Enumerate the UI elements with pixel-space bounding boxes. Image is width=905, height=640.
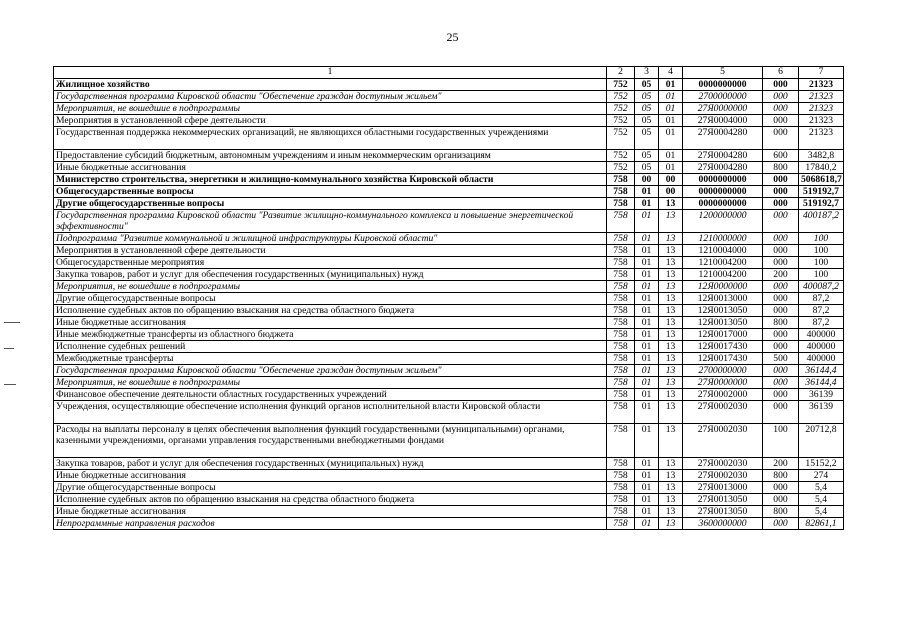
expense-type-cell: 000 [763, 174, 799, 186]
target-article-cell: 27Я0004280 [683, 127, 763, 150]
table-row [54, 293, 844, 305]
target-article-cell: 3600000000 [683, 518, 763, 530]
section-cell: 01 [635, 233, 659, 245]
table-row [54, 186, 844, 198]
expense-type-cell: 000 [763, 482, 799, 494]
amount-cell: 400000 [799, 353, 844, 365]
admin-code-cell: 758 [607, 186, 635, 198]
table-row [54, 127, 844, 150]
section-cell: 01 [635, 293, 659, 305]
header-cell: 6 [763, 67, 799, 79]
row-name-cell: Мероприятия в установленной сфере деятельности [54, 115, 607, 127]
section-cell: 05 [635, 162, 659, 174]
section-cell: 01 [635, 341, 659, 353]
subsection-cell: 01 [659, 103, 683, 115]
expense-type-cell: 000 [763, 365, 799, 377]
subsection-cell: 13 [659, 458, 683, 470]
section-cell: 01 [635, 305, 659, 317]
expense-type-cell: 000 [763, 198, 799, 210]
expense-type-cell: 000 [763, 377, 799, 389]
admin-code-cell: 758 [607, 458, 635, 470]
table-row [54, 257, 844, 269]
expense-type-cell: 000 [763, 401, 799, 424]
admin-code-cell: 758 [607, 233, 635, 245]
admin-code-cell: 758 [607, 389, 635, 401]
table-row [54, 103, 844, 115]
target-article-cell: 1200000000 [683, 210, 763, 233]
subsection-cell: 13 [659, 377, 683, 389]
subsection-cell: 13 [659, 389, 683, 401]
subsection-cell: 13 [659, 317, 683, 329]
row-name-cell: Мероприятия, не вошедшие в подпрограммы [54, 377, 607, 389]
target-article-cell: 0000000000 [683, 198, 763, 210]
amount-cell: 87,2 [799, 305, 844, 317]
section-cell: 01 [635, 281, 659, 293]
expense-type-cell: 800 [763, 470, 799, 482]
section-cell: 05 [635, 91, 659, 103]
admin-code-cell: 758 [607, 317, 635, 329]
expense-type-cell: 000 [763, 233, 799, 245]
admin-code-cell: 758 [607, 198, 635, 210]
admin-code-cell: 758 [607, 305, 635, 317]
section-cell: 01 [635, 494, 659, 506]
expense-type-cell: 000 [763, 210, 799, 233]
expense-type-cell: 000 [763, 115, 799, 127]
row-name-cell: Закупка товаров, работ и услуг для обеспечения государственных (муниципальных) нужд [54, 269, 607, 281]
row-name-cell: Общегосударственные вопросы [54, 186, 607, 198]
target-article-cell: 12Я0013050 [683, 317, 763, 329]
table-row [54, 389, 844, 401]
amount-cell: 5068618,7 [799, 174, 844, 186]
table-row [54, 91, 844, 103]
expense-type-cell: 800 [763, 317, 799, 329]
section-cell: 01 [635, 424, 659, 458]
section-cell: 01 [635, 317, 659, 329]
expense-type-cell: 000 [763, 293, 799, 305]
amount-cell: 20712,8 [799, 424, 844, 458]
row-name-cell: Государственная программа Кировской области "Развитие жилищно-коммунального комплекса и повышение энергетической эффективности" [54, 210, 607, 233]
expense-type-cell: 000 [763, 257, 799, 269]
admin-code-cell: 758 [607, 506, 635, 518]
amount-cell: 519192,7 [799, 198, 844, 210]
admin-code-cell: 758 [607, 269, 635, 281]
subsection-cell: 13 [659, 518, 683, 530]
admin-code-cell: 758 [607, 377, 635, 389]
table-row [54, 233, 844, 245]
admin-code-cell: 758 [607, 518, 635, 530]
section-cell: 05 [635, 103, 659, 115]
admin-code-cell: 752 [607, 103, 635, 115]
subsection-cell: 13 [659, 233, 683, 245]
expense-type-cell: 600 [763, 150, 799, 162]
expense-type-cell: 000 [763, 341, 799, 353]
section-cell: 01 [635, 365, 659, 377]
target-article-cell: 27Я0004280 [683, 162, 763, 174]
target-article-cell: 27Я0013050 [683, 506, 763, 518]
row-name-cell: Иные бюджетные ассигнования [54, 317, 607, 329]
amount-cell: 82861,1 [799, 518, 844, 530]
admin-code-cell: 752 [607, 162, 635, 174]
amount-cell: 100 [799, 269, 844, 281]
amount-cell: 17840,2 [799, 162, 844, 174]
section-cell: 05 [635, 115, 659, 127]
table-header-row [54, 67, 844, 79]
section-cell: 01 [635, 389, 659, 401]
subsection-cell: 13 [659, 269, 683, 281]
subsection-cell: 01 [659, 150, 683, 162]
subsection-cell: 01 [659, 79, 683, 91]
subsection-cell: 13 [659, 245, 683, 257]
row-name-cell: Другие общегосударственные вопросы [54, 482, 607, 494]
admin-code-cell: 758 [607, 341, 635, 353]
target-article-cell: 0000000000 [683, 79, 763, 91]
row-name-cell: Исполнение судебных актов по обращению взыскания на средства областного бюджета [54, 494, 607, 506]
amount-cell: 21323 [799, 103, 844, 115]
expense-type-cell: 000 [763, 186, 799, 198]
row-name-cell: Учреждения, осуществляющие обеспечение исполнения функций органов исполнительной власти Кировской области [54, 401, 607, 424]
table-row [54, 401, 844, 424]
amount-cell: 400187,2 [799, 210, 844, 233]
amount-cell: 519192,7 [799, 186, 844, 198]
budget-table [53, 66, 844, 530]
row-name-cell: Мероприятия в установленной сфере деятельности [54, 245, 607, 257]
expense-type-cell: 000 [763, 245, 799, 257]
table-row [54, 269, 844, 281]
subsection-cell: 00 [659, 186, 683, 198]
subsection-cell: 01 [659, 115, 683, 127]
admin-code-cell: 752 [607, 79, 635, 91]
target-article-cell: 2700000000 [683, 91, 763, 103]
amount-cell: 87,2 [799, 293, 844, 305]
row-name-cell: Исполнение судебных актов по обращению взыскания на средства областного бюджета [54, 305, 607, 317]
target-article-cell: 0000000000 [683, 174, 763, 186]
row-name-cell: Исполнение судебных решений [54, 341, 607, 353]
row-name-cell: Иные бюджетные ассигнования [54, 506, 607, 518]
table-row [54, 470, 844, 482]
subsection-cell: 13 [659, 353, 683, 365]
admin-code-cell: 752 [607, 115, 635, 127]
row-name-cell: Министерство строительства, энергетики и жилищно-коммунального хозяйства Кировской области [54, 174, 607, 186]
target-article-cell: 12Я0017430 [683, 341, 763, 353]
header-cell: 4 [659, 67, 683, 79]
subsection-cell: 00 [659, 174, 683, 186]
row-name-cell: Государственная поддержка некоммерческих организаций, не являющихся областными государственных учреждениями [54, 127, 607, 150]
table-row [54, 281, 844, 293]
target-article-cell: 1210000000 [683, 233, 763, 245]
table-row [54, 162, 844, 174]
amount-cell: 21323 [799, 115, 844, 127]
admin-code-cell: 758 [607, 424, 635, 458]
target-article-cell: 27Я0004280 [683, 150, 763, 162]
expense-type-cell: 200 [763, 269, 799, 281]
subsection-cell: 13 [659, 329, 683, 341]
subsection-cell: 01 [659, 127, 683, 150]
amount-cell: 21323 [799, 91, 844, 103]
table-row [54, 317, 844, 329]
table-row [54, 115, 844, 127]
table-row [54, 424, 844, 458]
page-number: 25 [446, 30, 459, 44]
target-article-cell: 1210004200 [683, 257, 763, 269]
section-cell: 01 [635, 257, 659, 269]
row-name-cell: Расходы на выплаты персоналу в целях обеспечения выполнения функций государственными (муниципальными) органами, казенными учреждениями, органами управления государственными внебюджетными фондами [54, 424, 607, 458]
section-cell: 05 [635, 79, 659, 91]
header-cell: 5 [683, 67, 763, 79]
admin-code-cell: 758 [607, 329, 635, 341]
amount-cell: 100 [799, 245, 844, 257]
row-name-cell: Другие общегосударственные вопросы [54, 293, 607, 305]
expense-type-cell: 800 [763, 506, 799, 518]
target-article-cell: 12Я0017430 [683, 353, 763, 365]
header-cell: 3 [635, 67, 659, 79]
table-row [54, 329, 844, 341]
subsection-cell: 13 [659, 401, 683, 424]
admin-code-cell: 758 [607, 210, 635, 233]
admin-code-cell: 758 [607, 257, 635, 269]
amount-cell: 5,4 [799, 494, 844, 506]
amount-cell: 15152,2 [799, 458, 844, 470]
amount-cell: 100 [799, 257, 844, 269]
row-name-cell: Межбюджетные трансферты [54, 353, 607, 365]
section-cell: 01 [635, 401, 659, 424]
section-cell: 01 [635, 506, 659, 518]
section-cell: 01 [635, 329, 659, 341]
table-row [54, 198, 844, 210]
expense-type-cell: 200 [763, 458, 799, 470]
target-article-cell: 0000000000 [683, 186, 763, 198]
table-row [54, 305, 844, 317]
amount-cell: 36144,4 [799, 377, 844, 389]
subsection-cell: 13 [659, 470, 683, 482]
expense-type-cell: 000 [763, 103, 799, 115]
row-name-cell: Мероприятия, не вошедшие в подпрограммы [54, 281, 607, 293]
target-article-cell: 27Я0000000 [683, 103, 763, 115]
amount-cell: 36139 [799, 401, 844, 424]
section-cell: 05 [635, 127, 659, 150]
admin-code-cell: 752 [607, 91, 635, 103]
expense-type-cell: 100 [763, 424, 799, 458]
table-row [54, 365, 844, 377]
row-name-cell: Жилищное хозяйство [54, 79, 607, 91]
table-row [54, 174, 844, 186]
subsection-cell: 13 [659, 293, 683, 305]
target-article-cell: 12Я0013000 [683, 293, 763, 305]
target-article-cell: 12Я0000000 [683, 281, 763, 293]
expense-type-cell: 000 [763, 518, 799, 530]
amount-cell: 5,4 [799, 506, 844, 518]
section-cell: 01 [635, 186, 659, 198]
expense-type-cell: 000 [763, 305, 799, 317]
target-article-cell: 12Я0017000 [683, 329, 763, 341]
row-name-cell: Предоставление субсидий бюджетным, автономным учреждениям и иным некоммерческим организациям [54, 150, 607, 162]
admin-code-cell: 758 [607, 353, 635, 365]
expense-type-cell: 000 [763, 91, 799, 103]
expense-type-cell: 000 [763, 389, 799, 401]
amount-cell: 3482,8 [799, 150, 844, 162]
scan-artifact-mark [4, 348, 14, 349]
section-cell: 01 [635, 198, 659, 210]
table-row [54, 494, 844, 506]
row-name-cell: Закупка товаров, работ и услуг для обеспечения государственных (муниципальных) нужд [54, 458, 607, 470]
section-cell: 01 [635, 377, 659, 389]
admin-code-cell: 752 [607, 127, 635, 150]
target-article-cell: 1210004000 [683, 245, 763, 257]
expense-type-cell: 000 [763, 281, 799, 293]
row-name-cell: Общегосударственные мероприятия [54, 257, 607, 269]
row-name-cell: Государственная программа Кировской области "Обеспечение граждан доступным жильем" [54, 365, 607, 377]
admin-code-cell: 758 [607, 281, 635, 293]
target-article-cell: 27Я0013050 [683, 494, 763, 506]
amount-cell: 400000 [799, 341, 844, 353]
target-article-cell: 27Я0000000 [683, 377, 763, 389]
amount-cell: 21323 [799, 127, 844, 150]
subsection-cell: 13 [659, 494, 683, 506]
header-cell: 2 [607, 67, 635, 79]
table-body [54, 79, 844, 530]
subsection-cell: 13 [659, 257, 683, 269]
admin-code-cell: 758 [607, 365, 635, 377]
table-row [54, 150, 844, 162]
subsection-cell: 13 [659, 424, 683, 458]
target-article-cell: 27Я0002030 [683, 424, 763, 458]
target-article-cell: 27Я0004000 [683, 115, 763, 127]
admin-code-cell: 758 [607, 494, 635, 506]
target-article-cell: 27Я0002000 [683, 389, 763, 401]
amount-cell: 36139 [799, 389, 844, 401]
header-cell: 7 [799, 67, 844, 79]
subsection-cell: 13 [659, 198, 683, 210]
expense-type-cell: 800 [763, 162, 799, 174]
scan-artifact-mark [4, 322, 20, 323]
amount-cell: 21323 [799, 79, 844, 91]
table-row [54, 341, 844, 353]
table-row [54, 353, 844, 365]
section-cell: 01 [635, 269, 659, 281]
expense-type-cell: 000 [763, 79, 799, 91]
amount-cell: 87,2 [799, 317, 844, 329]
section-cell: 01 [635, 518, 659, 530]
expense-type-cell: 000 [763, 329, 799, 341]
row-name-cell: Иные бюджетные ассигнования [54, 162, 607, 174]
amount-cell: 274 [799, 470, 844, 482]
row-name-cell: Иные бюджетные ассигнования [54, 470, 607, 482]
admin-code-cell: 758 [607, 470, 635, 482]
admin-code-cell: 758 [607, 174, 635, 186]
row-name-cell: Финансовое обеспечение деятельности областных государственных учреждений [54, 389, 607, 401]
amount-cell: 400000 [799, 329, 844, 341]
header-cell: 1 [54, 67, 607, 79]
subsection-cell: 13 [659, 341, 683, 353]
target-article-cell: 12Я0013050 [683, 305, 763, 317]
table-row [54, 210, 844, 233]
target-article-cell: 27Я0002030 [683, 458, 763, 470]
row-name-cell: Подпрограмма "Развитие коммунальной и жилищной инфраструктуры Кировской области" [54, 233, 607, 245]
row-name-cell: Государственная программа Кировской области "Обеспечение граждан доступным жильем" [54, 91, 607, 103]
admin-code-cell: 758 [607, 401, 635, 424]
admin-code-cell: 752 [607, 150, 635, 162]
row-name-cell: Мероприятия, не вошедшие в подпрограммы [54, 103, 607, 115]
admin-code-cell: 758 [607, 245, 635, 257]
subsection-cell: 13 [659, 365, 683, 377]
subsection-cell: 01 [659, 162, 683, 174]
subsection-cell: 13 [659, 482, 683, 494]
subsection-cell: 13 [659, 210, 683, 233]
row-name-cell: Иные межбюджетные трансферты из областного бюджета [54, 329, 607, 341]
section-cell: 01 [635, 245, 659, 257]
section-cell: 01 [635, 470, 659, 482]
target-article-cell: 2700000000 [683, 365, 763, 377]
row-name-cell: Непрограммные направления расходов [54, 518, 607, 530]
expense-type-cell: 500 [763, 353, 799, 365]
section-cell: 05 [635, 150, 659, 162]
expense-type-cell: 000 [763, 127, 799, 150]
table-row [54, 506, 844, 518]
table-row [54, 518, 844, 530]
section-cell: 00 [635, 174, 659, 186]
table-row [54, 458, 844, 470]
table-row [54, 377, 844, 389]
scan-artifact-mark [4, 384, 16, 385]
target-article-cell: 27Я0002030 [683, 470, 763, 482]
target-article-cell: 27Я0002030 [683, 401, 763, 424]
section-cell: 01 [635, 353, 659, 365]
subsection-cell: 01 [659, 91, 683, 103]
section-cell: 01 [635, 458, 659, 470]
expense-type-cell: 000 [763, 494, 799, 506]
target-article-cell: 1210004200 [683, 269, 763, 281]
subsection-cell: 13 [659, 506, 683, 518]
admin-code-cell: 758 [607, 293, 635, 305]
table-row [54, 245, 844, 257]
section-cell: 01 [635, 482, 659, 494]
amount-cell: 36144,4 [799, 365, 844, 377]
amount-cell: 100 [799, 233, 844, 245]
amount-cell: 5,4 [799, 482, 844, 494]
amount-cell: 400087,2 [799, 281, 844, 293]
subsection-cell: 13 [659, 305, 683, 317]
target-article-cell: 27Я0013000 [683, 482, 763, 494]
row-name-cell: Другие общегосударственные вопросы [54, 198, 607, 210]
subsection-cell: 13 [659, 281, 683, 293]
admin-code-cell: 758 [607, 482, 635, 494]
table-row [54, 79, 844, 91]
section-cell: 01 [635, 210, 659, 233]
table-row [54, 482, 844, 494]
